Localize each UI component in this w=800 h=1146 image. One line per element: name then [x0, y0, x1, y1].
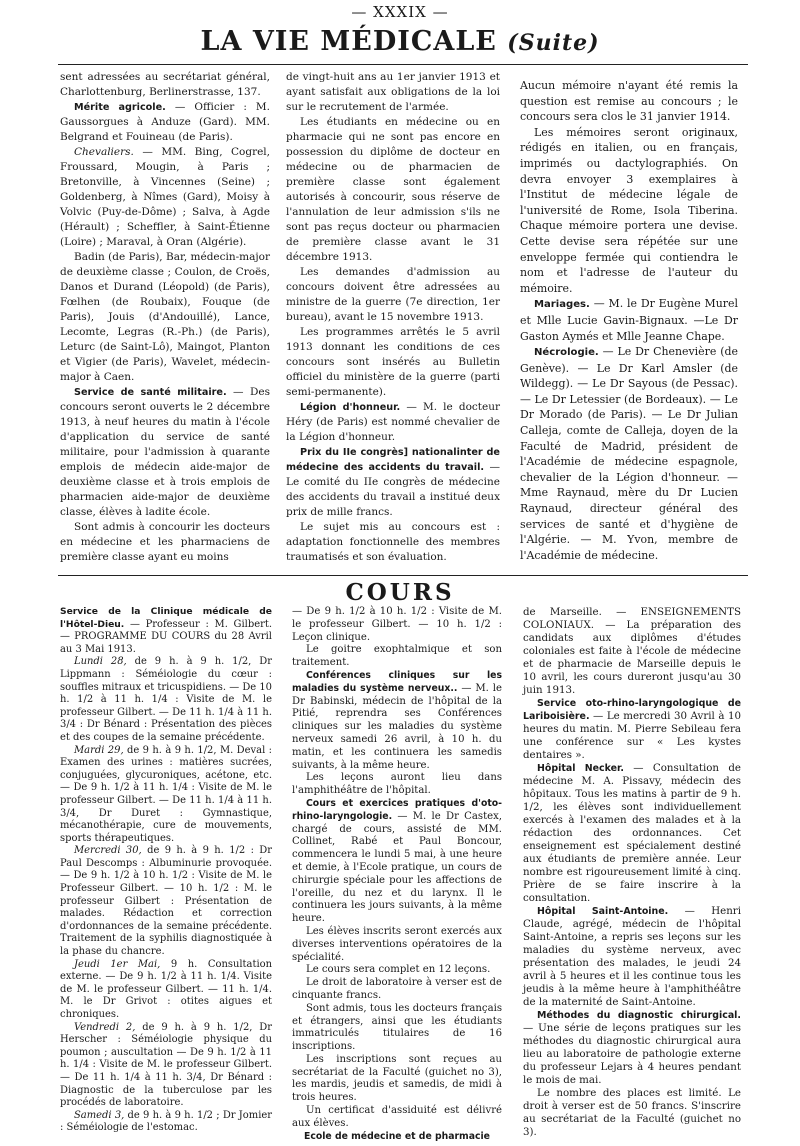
section-heading: Hôpital Saint-Antoine. — [537, 906, 669, 917]
paragraph-text: Les mémoires seront originaux, rédigés en italien, ou en français, imprimés ou dactylographiés. On devra envoyer 3 exemplaires à l'Institut de médecine légale de l'université de Rome, Isola Tiberina. Chaque mémoire portera une devise. Cette devise sera répétée sur une enveloppe fermée qui contiendra le nom et l'adresse de l'auteur du mémoire. — [520, 125, 738, 295]
paragraph — [520, 344, 738, 563]
paragraph — [286, 325, 500, 400]
paragraph — [286, 115, 500, 265]
paragraph-text: 9 h. Consultation externe. — De 9 h. 1/2 à 11 h. 1/4. Visite de M. le professeur Gilbert. — 11 h. 1/4. M. le Dr Grivot : otites aigues et chroniques. — [60, 958, 272, 1020]
paragraph-text: Le sujet mis au concours est : adaptation fonctionnelle des membres traumatisés et son évaluation. — [286, 521, 500, 563]
paragraph — [523, 697, 741, 762]
paragraph-text: — M. le Dr Castex, chargé de cours, assisté de MM. Collinet, Rabé et Paul Boncour, commencera le lundi 5 mai, à une heure et demie, à l'Ecole pratique, un cours de chirurgie spéciale pour les affections de l'oreille, du nez et du larynx. Il le continuera les jours suivants, à la même heure. — [292, 810, 502, 925]
paragraph — [520, 78, 738, 125]
paragraph-text: — Consultation de médecine M. A. Pissavy, médecin des hôpitaux. Tous les matins à partir de 9 h. 1/2, les élèves sont individuellement exercés à l'examen des malades et à la rédaction des ordonnances. Cet enseignement est spécialement destiné aux étudiants de première année. Leur nombre est rigoureusement limité à cinq. Prière de se faire inscrire à la consultation. — [523, 762, 741, 904]
section-heading: Service de la Clinique médicale de l'Hôtel-Dieu. — [60, 607, 272, 630]
section-heading: Méthodes du diagnostic chirurgical. — [537, 1010, 741, 1021]
paragraph-text: Les élèves inscrits seront exercés aux diverses interventions opératoires de la spécialité. — [292, 925, 502, 963]
paragraph — [523, 1087, 741, 1139]
section-heading: Conférences cliniques sur les maladies du système nerveux.. — [292, 669, 502, 694]
day-label: Jeudi 1er Mai, — [74, 958, 161, 970]
paragraph-text: Aucun mémoire n'ayant été remis la question est remise au concours ; le concours sera clos le 31 janvier 1914. — [520, 79, 738, 124]
paragraph — [520, 125, 738, 297]
paragraph-text: — M. le docteur Héry (de Paris) est nommé chevalier de la Légion d'honneur. — [286, 401, 500, 443]
paragraph — [286, 265, 500, 325]
paragraph — [292, 1054, 502, 1105]
paragraph-text: Sont admis à concourir les docteurs en médecine et les pharmaciens de première classe ayant eu moins — [60, 521, 270, 563]
paragraph — [286, 400, 500, 445]
bottom-column-3 — [523, 606, 741, 1142]
paragraph-text: sent adressées au secrétariat général, Charlottenburg, Berlinerstrasse, 137. — [60, 71, 270, 98]
paragraph — [60, 1022, 272, 1110]
paragraph — [292, 977, 502, 1003]
section-heading: Mariages. — [534, 299, 590, 311]
paragraph-text: — M. le Dr Eugène Murel et Mlle Lucie Gavin-Bignaux. —Le Dr Gaston Aymés et Mlle Jeanne Chape. — [520, 297, 738, 343]
paragraph-text: — MM. Bing, Cogrel, Froussard, Mougin, à Paris ; Bretonville, à Vincennes (Seine) ; Goldenberg, à Nîmes (Gard), Moisy à Volvic (Puy-de-Dôme) ; Salva, à Agde (Hérault) ; Scheffler, à Saint-Étienne (Loire) ; Maraval, à Oran (Algérie). — [60, 146, 270, 248]
paragraph — [60, 745, 272, 846]
paragraph-text: de 9 h. à 9 h. 1/2 : Dr Paul Descomps : Albuminurie provoquée. — De 9 h. 1/2 à 10 h. 1/2 : Visite de M. le Professeur Gilbert. — 10 h. 1/2 : M. le professeur Gilbert : Présentation de malades. Rédaction et correction d'ordonnances de la semaine précédente. Traitement de la syphilis diagnostiquée à la phase du chancre. — [60, 845, 272, 958]
day-label: Mercredi 30, — [74, 845, 142, 857]
paragraph — [292, 964, 502, 977]
top-column-2 — [286, 70, 500, 570]
paragraph — [292, 670, 502, 772]
paragraph — [60, 100, 270, 145]
paragraph — [286, 445, 500, 520]
section-heading: Hôpital Necker. — [537, 763, 624, 774]
paragraph-text: de vingt-huit ans au 1er janvier 1913 et ayant satisfait aux obligations de la loi sur le recrutement de l'armée. — [286, 71, 500, 113]
suite-label: (Suite) — [507, 30, 600, 56]
paragraph — [292, 1131, 502, 1144]
paragraph-text: Les programmes arrêtés le 5 avril 1913 donnant les conditions de ces concours sont insérés au Bulletin officiel du ministère de la guerre (parti semi-permanente). — [286, 326, 500, 398]
paragraph-text: — Officier : M. Gaussorgues à Anduze (Gard). MM. Belgrand et Fouineau (de Paris). — [60, 101, 270, 143]
paragraph — [292, 1003, 502, 1054]
paragraph-text: — De 9 h. 1/2 à 10 h. 1/2 : Visite de M. le professeur Gilbert. — 10 h. 1/2 : Leçon clinique. — [292, 606, 502, 643]
paragraph-text: de 9 h. à 9 h. 1/2, Dr Lippmann : Séméiologie du cœur : souffles mitraux et tricuspidiens. — De 10 h. 1/2 à 11 h. 1/4 : Visite de M. le professeur Gilbert. — De 11 h. 1/4 à 11 h. 3/4 : Dr Bénard : Présentation des pièces et des coupes de la semaine précédente. — [60, 656, 272, 743]
paragraph-text: — Le Dr Chenevière (de Genève). — Le Dr Karl Amsler (de Wildegg). — Le Dr Sayous (de Pessac). — Le Dr Letessier (de Bordeaux). — Le Dr Morado (de Paris). — Le Dr Julian Calleja, comte de Calleja, doyen de la Faculté de Madrid, président de l'Académie de médecine espagnole, chevalier de la Légion d'honneur. — Mme Raynaud, mère du Dr Lucien Raynaud, directeur général des services de santé et d'hygiène de l'Algérie. — M. Yvon, membre de l'Académie de médecine. — [520, 345, 738, 562]
top-column-3 — [520, 78, 738, 570]
day-label: Vendredi 2, — [74, 1021, 136, 1033]
journal-title — [0, 26, 800, 57]
paragraph — [286, 70, 500, 115]
paragraph-text: Le nombre des places est limité. Le droit à verser est de 50 francs. S'inscrire au secrétariat de la Faculté (guichet no 3). — [523, 1087, 741, 1138]
paragraph-text: — M. le Dr Babinski, médecin de l'hôpital de la Pitié, reprendra ses Conférences cliniques sur les maladies du système nerveux samedi 26 avril, à 10 h. du matin, et les continuera les samedis suivants, à la même heure. — [292, 682, 503, 771]
paragraph-text: — Le mercredi 30 Avril à 10 heures du matin. M. Pierre Sebileau fera une conférence sur « Les kystes dentaires ». — [523, 710, 741, 761]
paragraph — [60, 845, 272, 958]
cours-heading: COURS — [345, 579, 455, 606]
paragraph — [60, 959, 272, 1022]
section-heading: Service de santé militaire. — [74, 387, 227, 398]
paragraph — [60, 145, 270, 250]
section-heading: Service oto-rhino-laryngologique de Lariboisière. — [523, 698, 741, 722]
paragraph — [60, 1110, 272, 1135]
paragraph — [60, 70, 270, 100]
paragraph-text: Un certificat d'assiduité est délivré aux élèves. — [292, 1105, 502, 1129]
paragraph — [520, 296, 738, 344]
paragraph-text: Le droit de laboratoire à verser est de cinquante francs. — [292, 977, 502, 1001]
day-label: Mardi 29, — [74, 744, 124, 756]
day-label: Samedi 3, — [74, 1109, 125, 1121]
paragraph — [60, 385, 270, 520]
section-heading: Cours et exercices pratiques d'oto-rhino-laryngologie. — [292, 797, 502, 822]
paragraph-text: — Le comité du IIe congrès de médecine des accidents du travail a institué deux prix de mille francs. — [286, 461, 500, 518]
day-label: Lundi 28, — [74, 656, 127, 668]
journal-title-text: LA VIE MÉDICALE — [200, 26, 497, 57]
paragraph-text: de Marseille. — ENSEIGNEMENTS COLONIAUX. — La préparation des candidats aux diplômes d'études coloniales est faite à l'école de médecine et de pharmacie de Marseille depuis le 10 avril, les cours dureront jusqu'au 30 juin 1913. — [523, 606, 741, 696]
paragraph — [292, 926, 502, 964]
bottom-column-2 — [292, 606, 502, 1142]
paragraph-text: — Des concours seront ouverts le 2 décembre 1913, à neuf heures du matin à l'école d'application du service de santé militaire, pour l'admission à quarante emplois de médecin aide-major de deuxième classe et à trois emplois de pharmacien aide-major de deuxième classe, élèves à ladite école. — [60, 386, 270, 518]
paragraph — [523, 606, 741, 697]
section-heading: Ecole de médecine et de pharmacie — [304, 1130, 490, 1142]
paragraph-text: Badin (de Paris), Bar, médecin-major de deuxième classe ; Coulon, de Croës, Danos et Durand (Léopold) (de Paris), Fœlhen (de Roubaix), Fouque (de Paris), Jouis (d'Andouillé), Lance, Lecomte, Legras (R.-Ph.) (de Paris), Leturc (de Saint-Lô), Maingot, Planton et Vigier (de Paris), Wavelet, médecin-major à Caen. — [60, 251, 270, 383]
day-label: Chevaliers. — [74, 146, 134, 158]
paragraph-text: de 9 h. à 9 h. 1/2, M. Deval : Examen des urines : matières sucrées, conjuguées, glycuroniques, acétone, etc. — De 9 h. 1/2 à 11 h. 1/4 : Visite de M. le professeur Gilbert. — De 11 h. 1/4 à 11 h. 3/4, Dr Duret : Gymnastique, mécanothérapie, cure de mouvements, sports thérapeutiques. — [60, 744, 272, 844]
paragraph — [292, 606, 502, 644]
section-heading: Prix du IIe congrès] nationalinter de médecine des accidents du travail. — [286, 447, 500, 473]
paragraph — [523, 1009, 741, 1087]
top-column-1 — [60, 70, 270, 570]
paragraph-text: Les demandes d'admission au concours doivent être adressées au ministre de la guerre (7e direction, 1er bureau), avant le 15 novembre 1913. — [286, 266, 500, 323]
paragraph-text: Les inscriptions sont reçues au secrétariat de la Faculté (guichet no 3), les mardis, jeudis et samedis, de midi à trois heures. — [292, 1053, 502, 1104]
paragraph — [60, 250, 270, 385]
paragraph — [60, 520, 270, 565]
paragraph — [60, 606, 272, 656]
bottom-column-1 — [60, 606, 272, 1142]
section-heading: Mérite agricole. — [74, 102, 166, 113]
paragraph-text: de 9 h. à 9 h. 1/2 ; Dr Jomier : Séméiologie de l'estomac. — [60, 1109, 272, 1134]
paragraph-text: Le cours sera complet en 12 leçons. — [306, 964, 491, 976]
paragraph — [292, 772, 502, 798]
paragraph-text: de 9 h. à 9 h. 1/2, Dr Herscher : Séméiologie physique du poumon ; auscultation — De 9 h. 1/2 à 11 h. 1/4 : Visite de M. le professeur Gilbert. — De 11 h. 1/4 à 11 h. 3/4, Dr Bénard : Diagnostic de la tuberculose par les procédés de laboratoire. — [60, 1021, 272, 1109]
page-number: — XXXIX — — [351, 3, 449, 21]
paragraph — [523, 762, 741, 905]
paragraph-text: Les étudiants en médecine ou en pharmacie qui ne sont pas encore en possession du diplôme de docteur en médecine ou de pharmacien de première classe sont également autorisés à concourir, sous réserve de l'annulation de leur admission s'ils ne sont pas reçus docteur ou pharmacien de première classe avant le 31 décembre 1913. — [286, 116, 500, 263]
section-heading: Nécrologie. — [534, 347, 599, 359]
paragraph — [292, 644, 502, 670]
paragraph-text: Sont admis, tous les docteurs français et étrangers, ainsi que les étudiants immatriculés titulaires de 16 inscriptions. — [292, 1002, 502, 1053]
paragraph-text: Les leçons auront lieu dans l'amphithéâtre de l'hôpital. — [292, 772, 502, 797]
paragraph-text: Le goitre exophtalmique et son traitement. — [292, 644, 502, 669]
paragraph — [292, 1105, 502, 1131]
paragraph — [292, 798, 502, 926]
paragraph — [286, 520, 500, 565]
header-rule — [58, 64, 748, 65]
paragraph — [60, 656, 272, 744]
paragraph — [523, 905, 741, 1009]
paragraph-text: — Une série de leçons pratiques sur les méthodes du diagnostic chirurgical aura lieu au laboratoire de pathologie externe du professeur Lejars à 4 heures pendant le mois de mai. — [523, 1022, 741, 1086]
section-heading: Légion d'honneur. — [300, 402, 401, 413]
paragraph-text: — Henri Claude, agrégé, médecin de l'hôpital Saint-Antoine, a repris ses leçons sur les maladies du système nerveux, avec présentation des malades, le jeudi 24 avril à 5 heures et il les continue tous les jeudis à la même heure à l'amphithéâtre de la maternité de Saint-Antoine. — [523, 905, 741, 1008]
section-rule — [58, 575, 748, 576]
paragraph-text: — Professeur : M. Gilbert. — PROGRAMME DU COURS du 28 Avril au 3 Mai 1913. — [60, 618, 272, 655]
